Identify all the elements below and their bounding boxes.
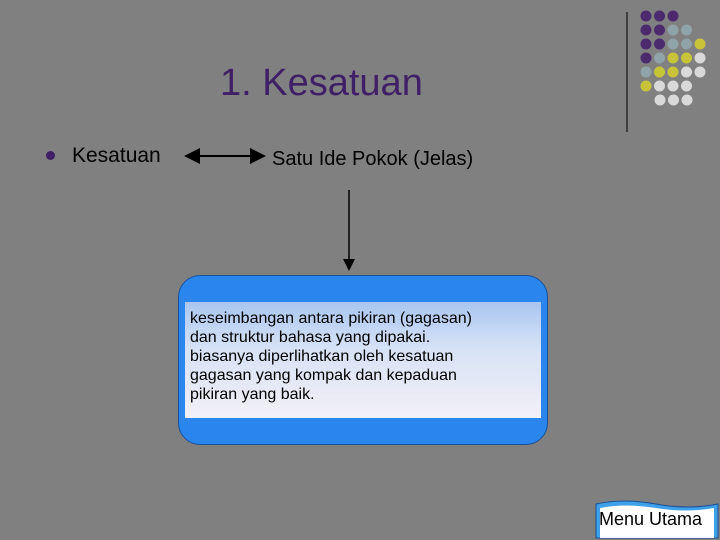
decorative-dot (681, 25, 692, 36)
menu-utama-label[interactable]: Menu Utama (599, 509, 703, 529)
decorative-dot (655, 95, 666, 106)
bullet-label: Kesatuan (72, 144, 161, 167)
decorative-dot (654, 67, 665, 78)
decorative-dot (681, 81, 692, 92)
decorative-dot (654, 11, 665, 22)
decorative-dot (668, 25, 679, 36)
decorative-dot (681, 39, 692, 50)
page-title: 1. Kesatuan (220, 62, 423, 104)
decorative-dot (641, 25, 652, 36)
main-idea-label: Satu Ide Pokok (Jelas) (272, 148, 474, 170)
decorative-dot (682, 95, 693, 106)
decorative-dot (681, 67, 692, 78)
decorative-dot (695, 67, 706, 78)
decorative-dot (668, 39, 679, 50)
bullet-icon (46, 151, 55, 160)
decorative-dot (641, 81, 652, 92)
decorative-dot (641, 11, 652, 22)
decorative-dot (668, 53, 679, 64)
decorative-dot (654, 39, 665, 50)
decorative-dot (668, 81, 679, 92)
decorative-dot (681, 53, 692, 64)
decorative-dot (654, 53, 665, 64)
decorative-dot (668, 11, 679, 22)
definition-text: keseimbangan antara pikiran (gagasan) dan struktur bahasa yang dipakai. biasanya diperlihatkan oleh kesatuan gagasan yang kompak dan kepaduan pikiran yang baik. (190, 310, 472, 403)
decorative-dot (668, 67, 679, 78)
decorative-dot (654, 25, 665, 36)
decorative-dot (695, 53, 706, 64)
decorative-dot (641, 67, 652, 78)
decorative-dot (641, 53, 652, 64)
decorative-dot (668, 95, 679, 106)
decorative-dot (654, 81, 665, 92)
decorative-dot (695, 39, 706, 50)
decorative-dot (641, 39, 652, 50)
